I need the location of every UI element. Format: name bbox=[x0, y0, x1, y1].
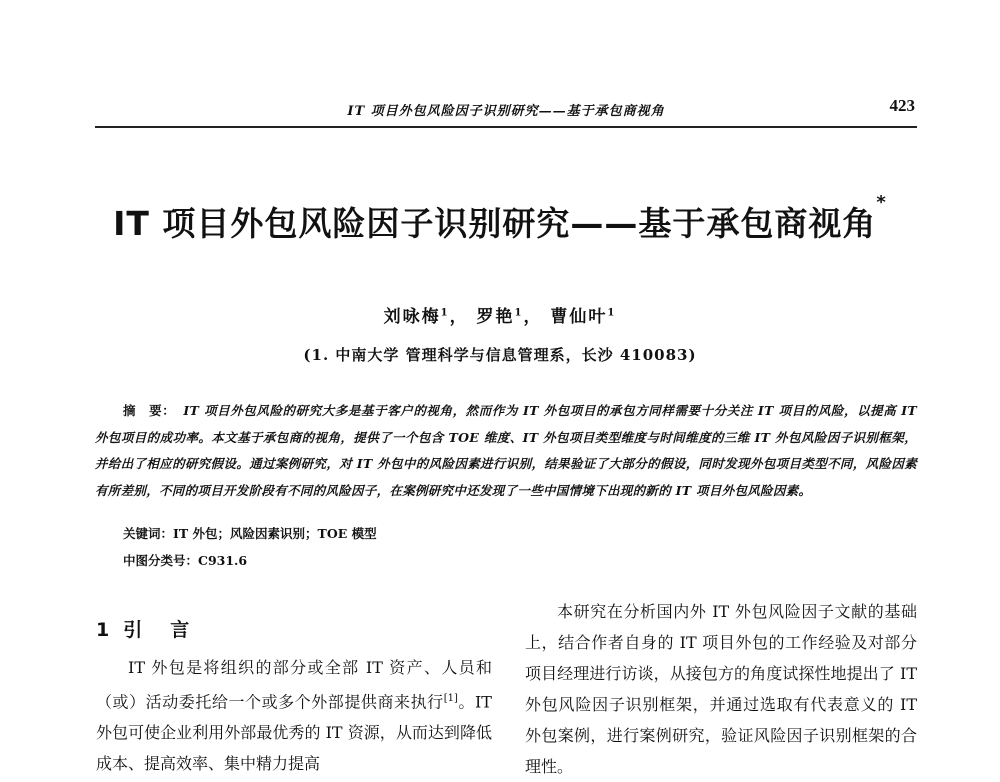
running-head bbox=[95, 96, 917, 128]
author-name: 罗艳 bbox=[476, 307, 515, 327]
author-affil-mark: 1 bbox=[514, 307, 524, 319]
page-number: 423 bbox=[889, 96, 915, 115]
article-title bbox=[0, 192, 1000, 245]
abstract bbox=[95, 398, 917, 504]
abstract-text: IT 项目外包风险的研究大多是基于客户的视角，然而作为 IT 外包项目的承包方同样需要十分关注 IT 项目的风险，以提高 IT 外包项目的成功率。本文基于承包商的视角，提供了一个包含 TOE 维度、IT 外包项目类型维度与时间维度的三维 IT 外包风险因子识别框架，并给出了相应的研究假设。通过案例研究，对 IT 外包中的风险因素进行识别，结果验证了大部分的假设，同时发现外包项目类型不同，风险因素有所差别，不同的项目开发阶段有不同的风险因子，在案例研究中还发现了一些中国情境下出现的新的 IT 项目外包风险因素。 bbox=[95, 403, 918, 498]
author-list bbox=[0, 302, 1000, 327]
section-number: 1 bbox=[96, 619, 110, 641]
article-title-text: IT 项目外包风险因子识别研究——基于承包商视角 bbox=[113, 204, 877, 243]
author-name: 刘咏梅 bbox=[383, 307, 441, 327]
classification-code: C931.6 bbox=[198, 553, 248, 568]
author-affil-mark: 1 bbox=[440, 307, 450, 319]
author-separator: ， bbox=[449, 307, 469, 327]
author-affil-mark: 1 bbox=[607, 307, 617, 319]
author-separator: ， bbox=[523, 307, 543, 327]
section-heading bbox=[96, 615, 189, 642]
body-left-column bbox=[96, 652, 492, 779]
affiliation: (1. 中南大学 管理科学与信息管理系，长沙 410083) bbox=[303, 346, 697, 364]
body-text: 。IT 外包可使企业利用外部最优秀的 IT 资源，从而达到降低成本、提高效率、集中精力提高 bbox=[96, 692, 492, 774]
keywords-label: 关键词： bbox=[123, 526, 174, 541]
running-head-title: IT 项目外包风险因子识别研究——基于承包商视角 bbox=[347, 104, 665, 119]
body-text: IT 外包是将组织的部分或全部 IT 资产、人员和（或）活动委托给一个或多个外部提供商来执行 bbox=[96, 658, 492, 712]
section-title-part: 引 bbox=[123, 619, 143, 641]
classification bbox=[123, 551, 247, 569]
section-title-part: 言 bbox=[170, 619, 190, 641]
title-footnote-mark: * bbox=[876, 192, 887, 213]
keywords bbox=[123, 524, 377, 542]
abstract-label: 摘 要： bbox=[123, 403, 176, 418]
body-right-column: 本研究在分析国内外 IT 外包风险因子文献的基础上，结合作者自身的 IT 项目外包的工作经验及对部分项目经理进行访谈，从接包方的角度试探性地提出了 IT 外包风险因子识别框架，并通过选取有代表意义的 IT 外包案例，进行案例研究，验证风险因子识别框架的合理性。 bbox=[525, 602, 917, 776]
keywords-text: IT 外包；风险因素识别；TOE 模型 bbox=[173, 526, 377, 541]
author-name: 曹仙叶 bbox=[550, 307, 608, 327]
classification-label: 中图分类号： bbox=[123, 553, 199, 568]
citation-ref: [1] bbox=[443, 693, 458, 704]
